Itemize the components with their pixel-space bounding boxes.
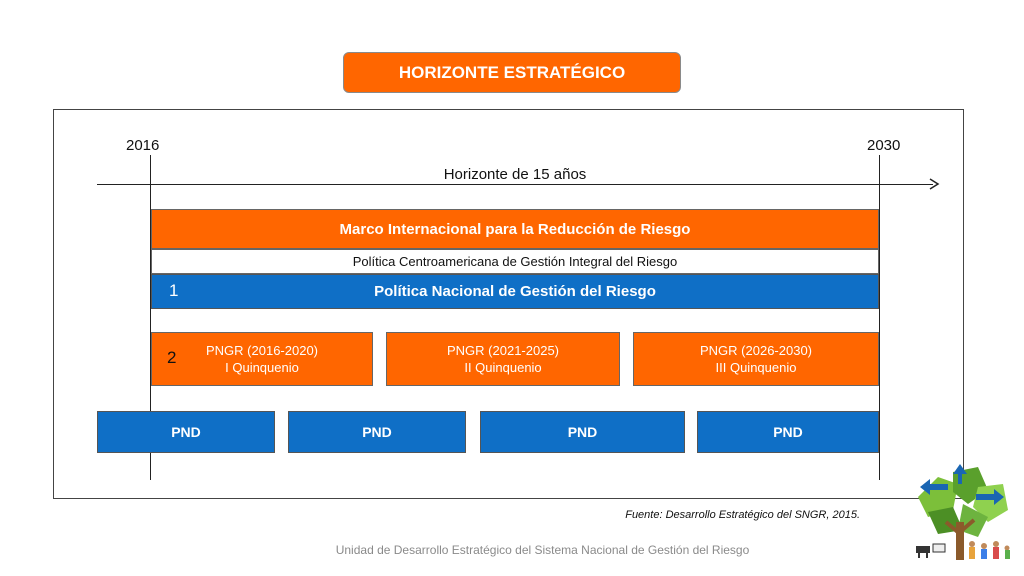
arrow-right-icon (928, 178, 940, 190)
start-year-label: 2016 (126, 137, 160, 154)
pngr-box (633, 332, 879, 386)
pngr-quinquenio: II Quinquenio (464, 360, 542, 375)
tree-logo-icon (908, 462, 1016, 568)
pnd-box (288, 411, 466, 453)
pnd-box (480, 411, 685, 453)
diagram-title: HORIZONTE ESTRATÉGICO (343, 52, 681, 93)
pngr-period: PNGR (2016-2020) (206, 343, 318, 358)
pngr-box (386, 332, 620, 386)
pnd-box (97, 411, 275, 453)
source-note: Fuente: Desarrollo Estratégico del SNGR, 2015. (625, 509, 860, 521)
politica-nacional-bar (151, 274, 879, 309)
timeline-axis (97, 184, 933, 185)
pngr-box (151, 332, 373, 386)
politica-centroamericana-label: Política Centroamericana de Gestión Integral del Riesgo (352, 254, 678, 269)
marker-one: 1 (169, 281, 179, 300)
politica-nacional-label: Política Nacional de Gestión del Riesgo (374, 283, 656, 300)
pnd-label: PND (773, 424, 803, 440)
marco-internacional-label: Marco Internacional para la Reducción de Riesgo (339, 220, 691, 238)
end-year-line (879, 155, 880, 480)
politica-centroamericana-bar (151, 249, 879, 274)
pnd-label: PND (362, 424, 392, 440)
marco-internacional-bar (151, 209, 879, 249)
pngr-period: PNGR (2021-2025) (447, 343, 559, 358)
marker-two: 2 (167, 348, 177, 367)
pnd-label: PND (171, 424, 201, 440)
end-year-label: 2030 (867, 137, 901, 154)
pngr-quinquenio: III Quinquenio (715, 360, 797, 375)
pngr-quinquenio: I Quinquenio (225, 360, 299, 375)
pnd-box (697, 411, 879, 453)
timeline-label: Horizonte de 15 años (443, 166, 587, 183)
pngr-period: PNGR (2026-2030) (700, 343, 812, 358)
pnd-label: PND (567, 424, 598, 440)
footer-text: Unidad de Desarrollo Estratégico del Sistema Nacional de Gestión del Riesgo (335, 543, 750, 557)
